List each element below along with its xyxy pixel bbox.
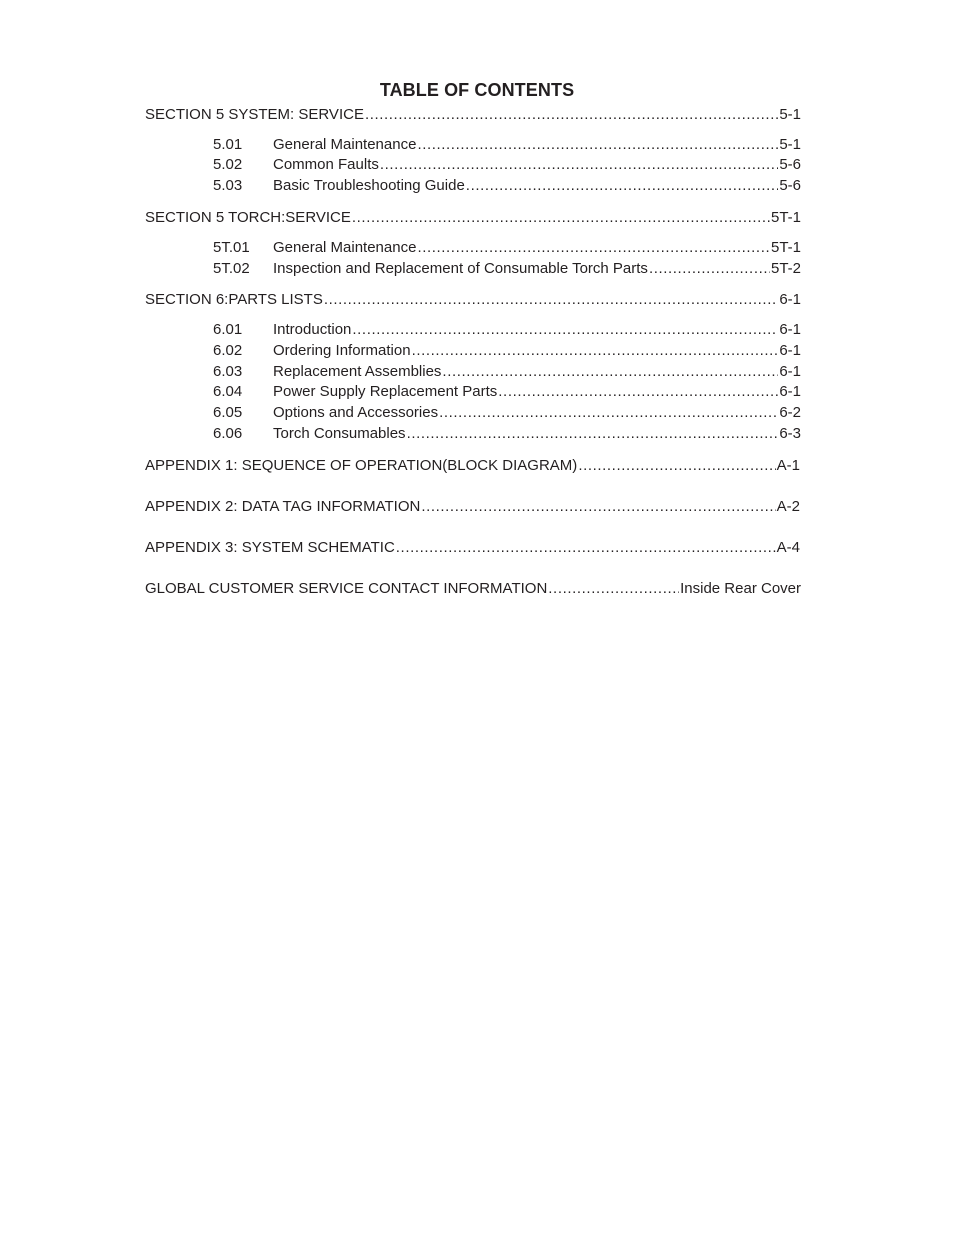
toc-label: Power Supply Replacement Parts — [273, 383, 498, 400]
page-title: TABLE OF CONTENTS — [379, 80, 575, 100]
toc-page-number: A-1 — [776, 457, 800, 474]
dot-leader — [439, 403, 778, 423]
toc-entry-6-02[interactable] — [213, 341, 801, 361]
toc-entry-5t-01[interactable] — [213, 238, 801, 258]
dot-leader — [417, 135, 778, 155]
dot-leader — [498, 382, 778, 402]
toc-label: APPENDIX 2: DATA TAG INFORMATION — [145, 498, 421, 515]
toc-page-number: 6-1 — [779, 363, 801, 380]
dot-leader — [352, 320, 778, 340]
toc-number: 5.01 — [213, 136, 243, 153]
toc-page-number: A-4 — [776, 539, 800, 556]
toc-label: APPENDIX 3: SYSTEM SCHEMATIC — [145, 539, 395, 556]
toc-page-number: 5-6 — [779, 177, 801, 194]
toc-number: 5T.01 — [213, 239, 250, 256]
dot-leader — [466, 176, 779, 196]
toc-section-6-parts[interactable] — [145, 290, 801, 310]
toc-label: GLOBAL CUSTOMER SERVICE CONTACT INFORMATION — [145, 580, 548, 597]
dot-leader — [442, 362, 778, 382]
toc-label: Replacement Assemblies — [273, 363, 442, 380]
toc-number: 6.05 — [213, 404, 243, 421]
toc-label: SECTION 5 SYSTEM: SERVICE — [145, 106, 364, 123]
toc-entry-5-03[interactable] — [213, 176, 801, 196]
dot-leader — [365, 105, 778, 125]
toc-number: 5.03 — [213, 177, 243, 194]
toc-number: 6.04 — [213, 383, 243, 400]
toc-number: 5.02 — [213, 156, 243, 173]
dot-leader — [421, 497, 775, 517]
toc-label: SECTION 5 TORCH:SERVICE — [145, 209, 351, 226]
toc-number: 5T.02 — [213, 260, 250, 277]
dot-leader — [352, 208, 770, 228]
toc-page-number: A-2 — [776, 498, 800, 515]
dot-leader — [412, 341, 779, 361]
toc-section-5-torch[interactable] — [145, 208, 801, 228]
toc-number: 6.03 — [213, 363, 243, 380]
dot-leader — [417, 238, 770, 258]
toc-entry-5-02[interactable] — [213, 155, 801, 175]
toc-entry-5-01[interactable] — [213, 135, 801, 155]
toc-page-number: 5T-1 — [770, 239, 801, 256]
toc-label: Ordering Information — [273, 342, 411, 359]
toc-label: Options and Accessories — [273, 404, 439, 421]
toc-label: SECTION 6:PARTS LISTS — [145, 291, 323, 308]
toc-label: General Maintenance — [273, 239, 417, 256]
dot-leader — [649, 259, 770, 279]
toc-page-number: 6-1 — [779, 383, 801, 400]
toc-entry-5t-02[interactable] — [213, 259, 801, 279]
toc-page-number: 5T-2 — [770, 260, 801, 277]
toc-entry-6-04[interactable] — [213, 382, 801, 402]
toc-appendix-3[interactable] — [145, 538, 800, 558]
toc-entry-6-05[interactable] — [213, 403, 801, 423]
toc-section-5-system[interactable] — [145, 105, 801, 125]
toc-page-number: 5-1 — [779, 136, 801, 153]
dot-leader — [324, 290, 778, 310]
toc-page-number: 6-2 — [779, 404, 801, 421]
toc-entry-6-03[interactable] — [213, 362, 801, 382]
toc-entry-6-01[interactable] — [213, 320, 801, 340]
toc-global-customer-service[interactable] — [145, 579, 801, 599]
toc-number: 6.02 — [213, 342, 243, 359]
toc-number: 6.01 — [213, 321, 243, 338]
toc-entry-6-06[interactable] — [213, 424, 801, 444]
dot-leader — [578, 456, 775, 476]
toc-page-number: 5-6 — [779, 156, 801, 173]
toc-number: 6.06 — [213, 425, 243, 442]
dot-leader — [396, 538, 776, 558]
toc-page-number: Inside Rear Cover — [680, 580, 801, 597]
toc-label: Basic Troubleshooting Guide — [273, 177, 465, 194]
toc-page-number: 5-1 — [779, 106, 801, 123]
toc-label: Introduction — [273, 321, 352, 338]
dot-leader — [407, 424, 779, 444]
toc-label: APPENDIX 1: SEQUENCE OF OPERATION(BLOCK DIAGRAM) — [145, 457, 578, 474]
toc-appendix-1[interactable] — [145, 456, 800, 476]
toc-page-number: 6-1 — [779, 291, 801, 308]
toc-label: Inspection and Replacement of Consumable Torch Parts — [273, 260, 648, 277]
dot-leader — [548, 579, 679, 599]
toc-page-number: 5T-1 — [770, 209, 801, 226]
toc-label: Torch Consumables — [273, 425, 406, 442]
toc-label: Common Faults — [273, 156, 379, 173]
toc-page-number: 6-1 — [779, 321, 801, 338]
toc-page-number: 6-1 — [779, 342, 801, 359]
dot-leader — [380, 155, 778, 175]
toc-page-number: 6-3 — [779, 425, 801, 442]
toc-appendix-2[interactable] — [145, 497, 800, 517]
toc-label: General Maintenance — [273, 136, 417, 153]
